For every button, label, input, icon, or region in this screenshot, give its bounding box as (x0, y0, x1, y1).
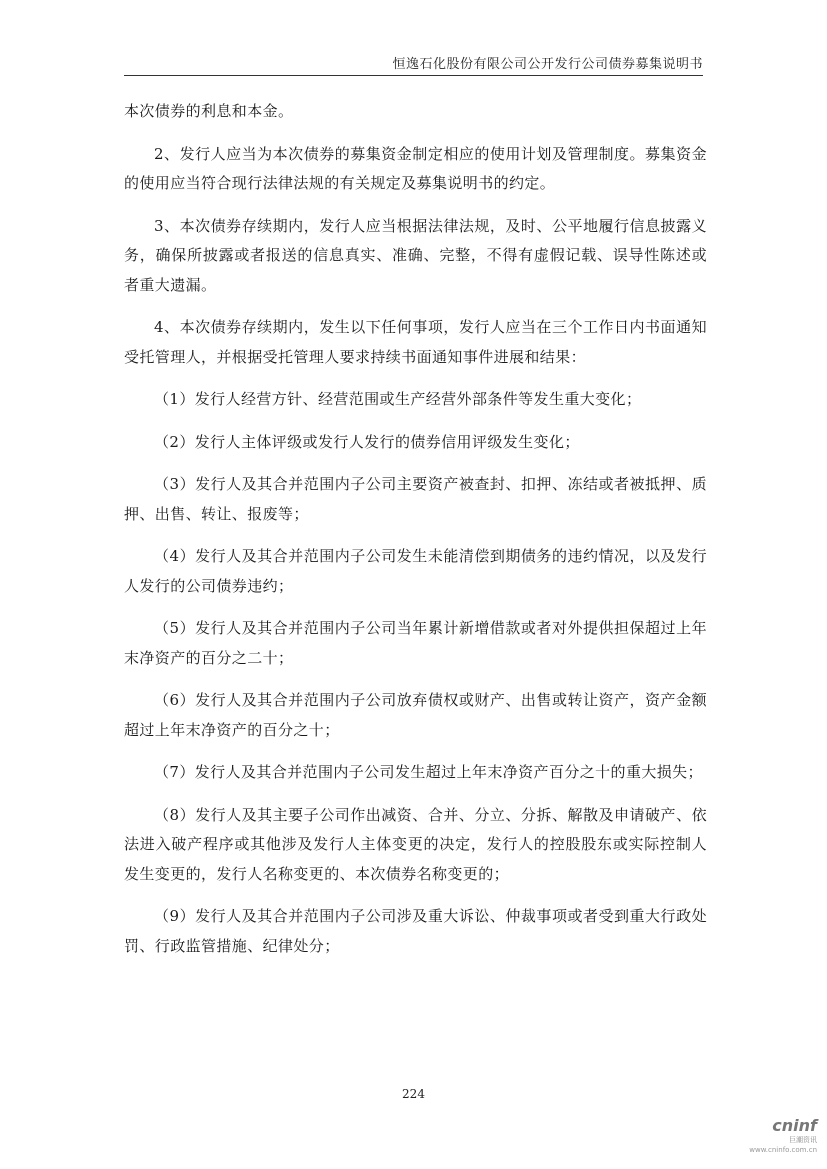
paragraph-item-2: 2、发行人应当为本次债券的募集资金制定相应的使用计划及管理制度。募集资金的使用应当符合现行法律法规的有关规定及募集说明书的约定。 (124, 144, 707, 192)
sub-item-7: （7）发行人及其合并范围内子公司发生超过上年末净资产百分之十的重大损失； (154, 763, 703, 781)
page-number: 224 (402, 1087, 425, 1101)
sub-item-3: （3）发行人及其合并范围内子公司主要资产被查封、扣押、冻结或者被抵押、质押、出售、转让、报废等； (124, 475, 707, 523)
cninfo-chinese-name: 巨潮资讯 (789, 1136, 817, 1144)
header-divider (124, 75, 703, 76)
document-body (124, 97, 707, 974)
sub-item-5: （5）发行人及其合并范围内子公司当年累计新增借款或者对外提供担保超过上年末净资产的百分之二十； (124, 619, 707, 667)
sub-item-1: （1）发行人经营方针、经营范围或生产经营外部条件等发生重大变化； (154, 390, 642, 408)
paragraph-continuation: 本次债券的利息和本金。 (124, 102, 294, 120)
document-header-title: 恒逸石化股份有限公司公开发行公司债券募集说明书 (392, 57, 703, 72)
cninfo-url: www.cninfo.com.cn (749, 1146, 817, 1154)
cninfo-logo-icon: cninf (772, 1116, 817, 1135)
sub-item-8: （8）发行人及其主要子公司作出减资、合并、分立、分拆、解散及申请破产、依法进入破产程序或其他涉及发行人主体变更的决定，发行人的控股股东或实际控制人发生变更的，发行人名称变更的、本次债券名称变更的； (124, 805, 707, 883)
sub-item-9: （9）发行人及其合并范围内子公司涉及重大诉讼、仲裁事项或者受到重大行政处罚、行政监管措施、纪律处分； (124, 907, 707, 955)
cninfo-watermark (747, 1117, 817, 1159)
paragraph-item-4: 4、本次债券存续期内，发生以下任何事项，发行人应当在三个工作日内书面通知受托管理人，并根据受托管理人要求持续书面通知事件进展和结果： (124, 318, 707, 366)
paragraph-item-3: 3、本次债券存续期内，发行人应当根据法律法规，及时、公平地履行信息披露义务，确保所披露或者报送的信息真实、准确、完整，不得有虚假记载、误导性陈述或者重大遗漏。 (124, 216, 707, 294)
sub-item-2: （2）发行人主体评级或发行人发行的债券信用评级发生变化； (154, 432, 580, 451)
sub-item-6: （6）发行人及其合并范围内子公司放弃债权或财产、出售或转让资产，资产金额超过上年末净资产的百分之十； (124, 691, 707, 739)
sub-item-4: （4）发行人及其合并范围内子公司发生未能清偿到期债务的违约情况，以及发行人发行的公司债券违约； (124, 547, 707, 595)
